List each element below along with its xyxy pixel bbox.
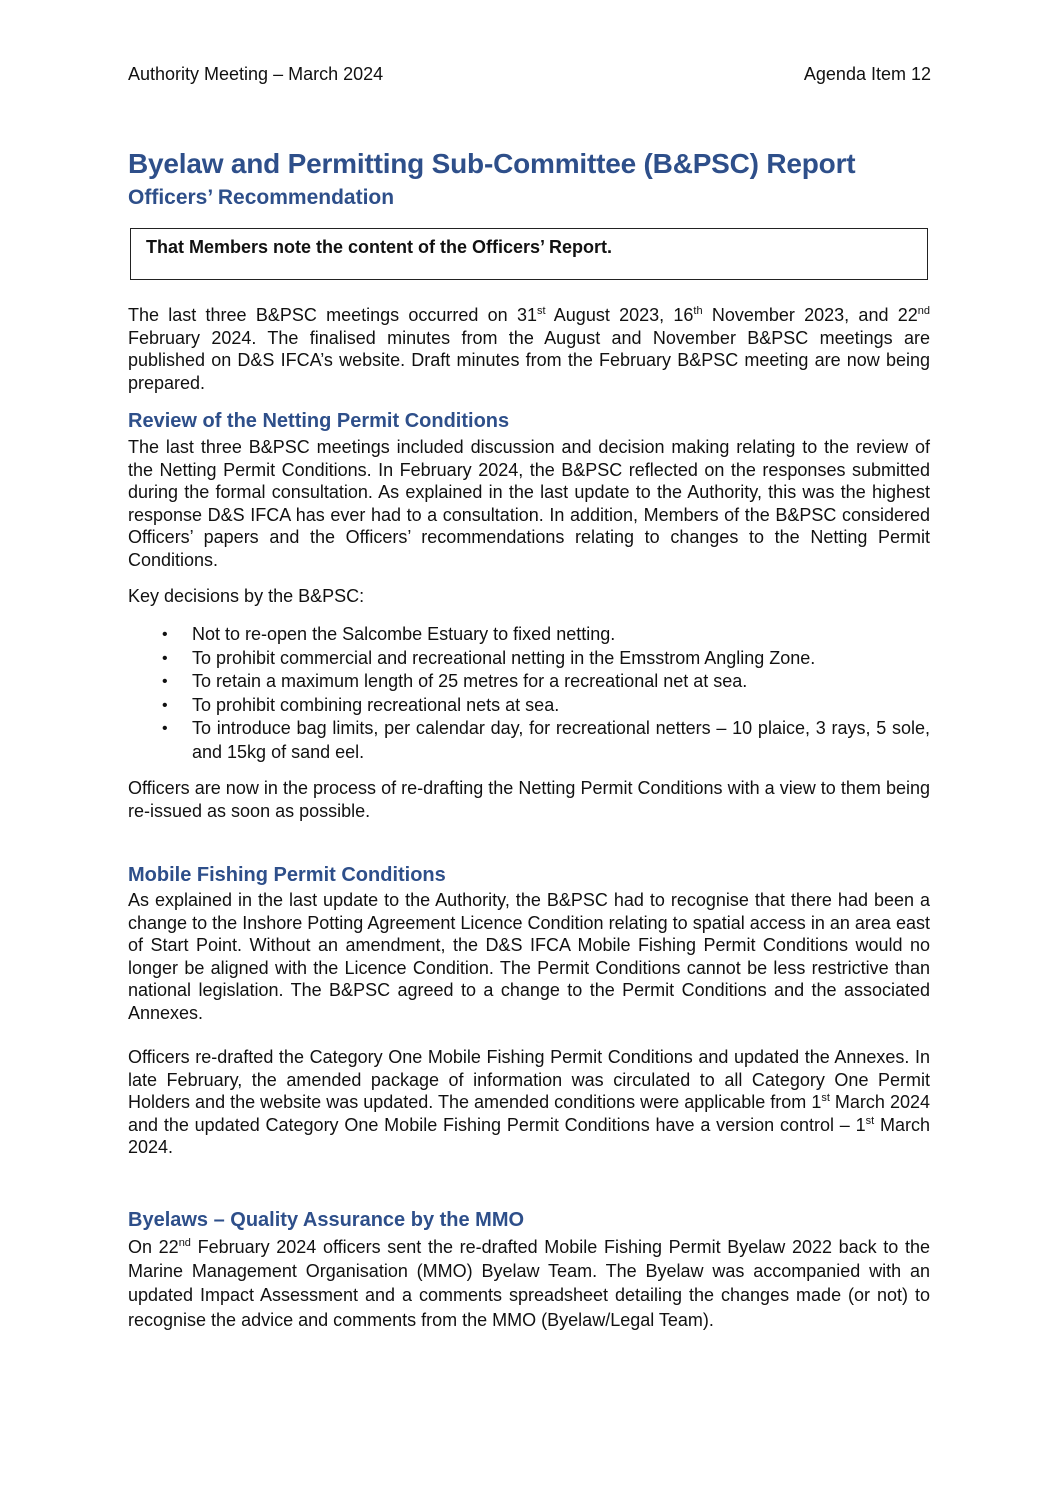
byelaws-heading: Byelaws – Quality Assurance by the MMO <box>128 1209 525 1231</box>
netting-followup-paragraph: Officers are now in the process of re-drafting the Netting Permit Conditions with a view to them being re-issued as soon as possible. <box>128 778 930 821</box>
header-agenda-item: Agenda Item 12 <box>803 64 931 84</box>
list-item: • Not to re-open the Salcombe Estuary to fixed netting. <box>160 623 930 647</box>
mobile-paragraph-2: Officers re-drafted the Category One Mobile Fishing Permit Conditions and updated the Annexes. In late February, the amended package of information was circulated to all Category One Permit Holders and the website was updated. The amended conditions were applicable from 1st March 2024 and the updated Category One Mobile Fishing Permit Conditions have a version control – 1st March 2024. <box>128 1047 931 1158</box>
mobile-heading: Mobile Fishing Permit Conditions <box>128 864 446 886</box>
list-item: • To retain a maximum length of 25 metres for a recreational net at sea. <box>160 670 930 694</box>
netting-heading: Review of the Netting Permit Conditions <box>128 410 510 432</box>
decisions-list <box>160 623 930 764</box>
list-item: • To prohibit combining recreational nets at sea. <box>160 694 930 718</box>
byelaws-paragraph: On 22nd February 2024 officers sent the re-drafted Mobile Fishing Permit Byelaw 2022 back to the Marine Management Organisation (MMO) Byelaw Team. The Byelaw was accompanied with an updated Impact Assessment and a comments spreadsheet detailing the changes made (or not) to recognise the advice and comments from the MMO (Byelaw/Legal Team). <box>128 1237 930 1330</box>
recommendation-text: That Members note the content of the Officers’ Report. <box>146 237 613 257</box>
intro-paragraph: The last three B&PSC meetings occurred on 31st August 2023, 16th November 2023, and 22nd February 2024. The finalised minutes from the August and November B&PSC meetings are published on D&S IFCA’s website. Draft minutes from the February B&PSC meeting are now being prepared. <box>128 305 930 393</box>
recommendation-box <box>130 228 928 280</box>
key-decisions-label: Key decisions by the B&PSC: <box>128 586 365 606</box>
header-meeting: Authority Meeting – March 2024 <box>128 64 384 84</box>
netting-paragraph: The last three B&PSC meetings included discussion and decision making relating to the review of the Netting Permit Conditions. In February 2024, the B&PSC reflected on the responses submitted during the formal consultation. As explained in the last update to the Authority, this was the highest response D&S IFCA has ever had to a consultation. In addition, Members of the B&PSC considered Officers’ papers and the Officers’ recommendations relating to changes to the Netting Permit Conditions. <box>128 437 930 570</box>
mobile-paragraph-1: As explained in the last update to the Authority, the B&PSC had to recognise that there had been a change to the Inshore Potting Agreement Licence Condition relating to spatial access in an area east of Start Point. Without an amendment, the D&S IFCA Mobile Fishing Permit Conditions would no longer be aligned with the Licence Condition. The Permit Conditions cannot be less restrictive than national legislation. The B&PSC agreed to a change to the Permit Conditions and the associated Annexes. <box>128 890 930 1023</box>
report-title: Byelaw and Permitting Sub-Committee (B&PSC) Report <box>128 148 856 179</box>
report-subtitle: Officers’ Recommendation <box>128 186 395 209</box>
list-item: • To prohibit commercial and recreational netting in the Emsstrom Angling Zone. <box>160 647 930 671</box>
list-item: • To introduce bag limits, per calendar day, for recreational netters – 10 plaice, 3 rays, 5 sole, and 15kg of sand eel. <box>160 717 930 764</box>
